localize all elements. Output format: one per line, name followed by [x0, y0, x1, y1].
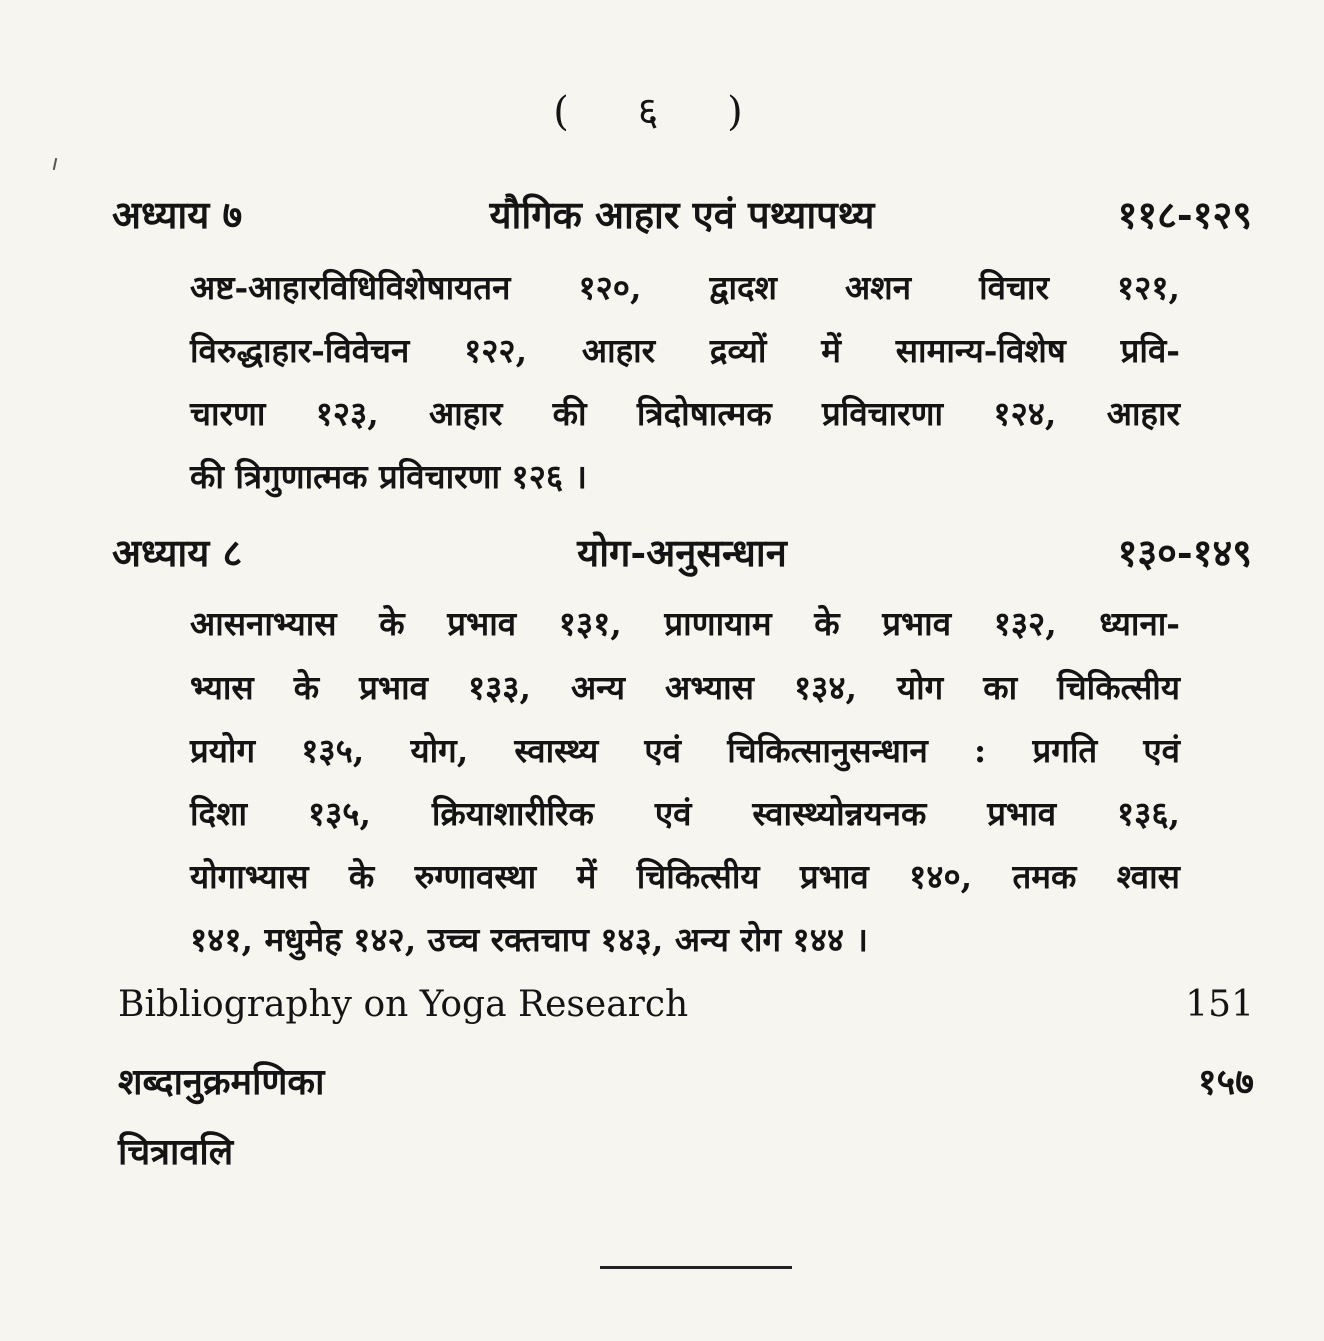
chapter-7-line: विरुद्धाहार-विवेचन १२२, आहार द्रव्यों में सामान्य-विशेष प्रवि- [190, 331, 1180, 370]
entry-label: शब्दानुक्रमणिका [118, 1061, 325, 1103]
chapter-page-range: १३०-१४९ [1117, 530, 1252, 575]
chapter-label: अध्याय ७ [112, 192, 243, 237]
index-entry [118, 1056, 1254, 1112]
chapter-8-line: आसनाभ्यास के प्रभाव १३१, प्राणायाम के प्रभाव १३२, ध्याना- [190, 604, 1180, 643]
page-number: ( ६ ) [553, 89, 771, 135]
entry-label: Bibliography on Yoga Research [118, 984, 689, 1025]
chapter-8-line: भ्यास के प्रभाव १३३, अन्य अभ्यास १३४, योग का चिकित्सीय [190, 668, 1180, 707]
chapter-page-range: ११८-१२९ [1117, 192, 1252, 237]
entry-page: 151 [1185, 984, 1254, 1025]
chapter-8-heading [112, 526, 1252, 582]
entry-label: चित्रावलि [118, 1131, 234, 1173]
chapter-label: अध्याय ८ [112, 530, 243, 575]
chapter-8-line: प्रयोग १३५, योग, स्वास्थ्य एवं चिकित्सानुसन्धान : प्रगति एवं [190, 731, 1180, 770]
chapter-8-line: दिशा १३५, क्रियाशारीरिक एवं स्वास्थ्योन्नयनक प्रभाव १३६, [190, 794, 1180, 833]
closing-rule [600, 1266, 792, 1269]
chapter-8-line: योगाभ्यास के रुग्णावस्था में चिकित्सीय प्रभाव १४०, तमक श्वास [190, 857, 1180, 896]
chapter-7-line: अष्ट-आहारविधिविशेषायतन १२०, द्वादश अशन विचार १२१, [190, 268, 1180, 307]
scan-speck [53, 158, 57, 170]
chapter-title: योग-अनुसन्धान [577, 530, 787, 575]
chapter-7-heading [112, 188, 1252, 244]
illustrations-entry [118, 1126, 1254, 1182]
chapter-7-line: की त्रिगुणात्मक प्रविचारणा १२६ । [190, 457, 588, 496]
chapter-title: यौगिक आहार एवं पथ्यापथ्य [489, 192, 875, 237]
chapter-7-line: चारणा १२३, आहार की त्रिदोषात्मक प्रविचारणा १२४, आहार [190, 394, 1180, 433]
bibliography-entry [118, 984, 1254, 1040]
chapter-8-line: १४१, मधुमेह १४२, उच्च रक्तचाप १४३, अन्य रोग १४४ । [190, 920, 869, 959]
entry-page: १५७ [1197, 1061, 1254, 1103]
